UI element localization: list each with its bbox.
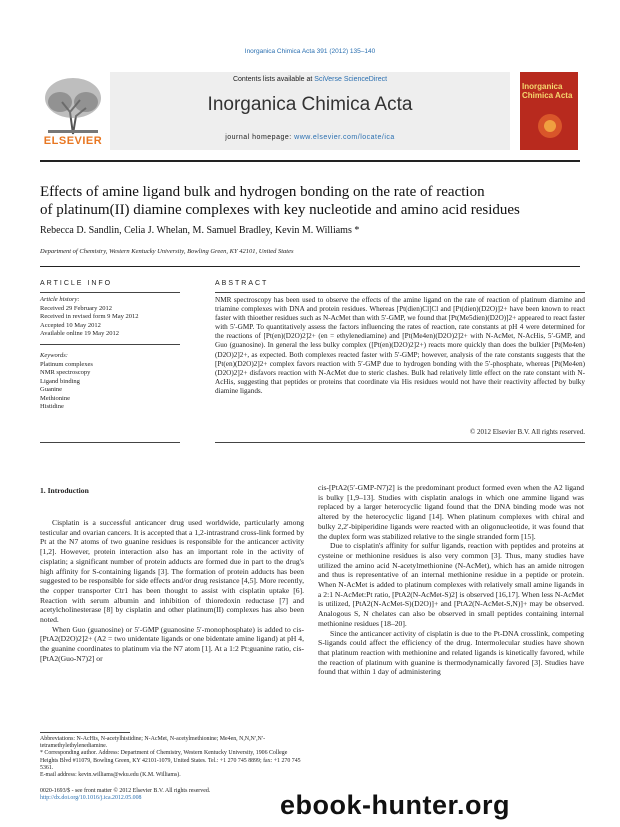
body-paragraph: Cisplatin is a successful anticancer drug used worldwide, particularly among testicular and ovarian cancers. It is accepted that a 1,2-intrastrand cross-link formed by Pt at the N7 atoms of two guanine residues is responsible for the anticancer activity [1,2]. However, protein interaction also has an important role in the activity of cisplatin; a significant number of protein adducts are formed due in part to the drug's high affinity for S-containing ligands [3]. The formation of protein adducts has been suggested to be responsible for side effects and/or drug resistance [4,5]. More recently, the copper transporter Ctr1 has been thought to assist with cisplatin uptake [6]. Reaction with serum albumin and inhibition of thioredoxin reductase [7] and acetylcholinesterase [8] by cisplatin and other platinum(II) complexes has also been noted. — [40, 518, 304, 625]
contents-line — [110, 76, 510, 83]
footnotes — [40, 736, 304, 779]
header-rule — [40, 160, 580, 162]
homepage-link[interactable]: www.elsevier.com/locate/ica — [294, 134, 395, 141]
keyword-item: NMR spectroscopy — [40, 369, 91, 376]
body-paragraph: cis-[PtA2(5′-GMP-N7)2] is the predominant product formed even when the A2 ligand is bulky [1,9–13]. Studies with cisplatin analogs in which one ammine ligand was replaced by a larger heterocyclic ligand found that the DNA binding mode was not altered by the heterocyclic ligand [14]. When platinum complexes with chiral and bulky 2,2′-bipiperidine ligands were reacted with an oligonucleotide, it was found that the duplex form was stabilized relative to the single stranded form [15]. — [318, 483, 584, 541]
footnote-rule — [40, 732, 130, 733]
footnote-corresponding-author: * Corresponding author. Address: Department of Chemistry, Western Kentucky University, 1906 College Heights Blvd #11079, Bowling Green, KY 42101-1079, United States. Tel.: +1 270 745 8899; fax: +1 270 745 5361. — [40, 750, 301, 771]
history-label: Article history: — [40, 296, 80, 303]
body-paragraph: When Guo (guanosine) or 5′-GMP (guanosine 5′-monophosphate) is added to cis-[PtA2(D2O)2]2+ (A2 = two unidentate ligands or one bidentate amine ligand) at pH 4, the guanine coordinates to platinum via the N7 atom [1]. At a 1:2 Pt:guanine ratio, cis-[PtA2(Guo-N7)2] or — [40, 624, 304, 663]
journal-reference[interactable]: Inorganica Chimica Acta 391 (2012) 135–140 — [244, 48, 376, 55]
history-received: Received 29 February 2012 — [40, 304, 113, 312]
abstract-text: NMR spectroscopy has been used to observe the effects of the amine ligand on the rate of reaction of platinum diamine and triamine complexes with DNA and protein residues. Whereas [Pt(dien)Cl]Cl and [Pt(dien)(D2O)]2+ have been known to react faster with thioether residues such as N-AcMet than with 5′-GMP, we found that [Pt(Me5dien)(D2O)]2+ appeared to react faster with 5′-GMP. To quantitatively assess the factors influencing the rates of reaction, rate constants at pH 4 were determined for the reactions of [Pt(en)(D2O)2]2+ (en = ethylenediamine) and [Pt(Me4en)(D2O)2]2+ with N-AcMet, N-AcHis, 5′-GMP, and Guo (guanosine). In general the less bulky complex ([Pt(en)(D2O)2]2+) reacts more quickly than does the bulkier [Pt(Me4en)(D2O)2]2+, as expected. Both complexes reacted faster with 5′-GMP; however, analysis of the rate constants suggests that the [Pt(en)(D2O)2]2+ complex favors reaction with 5′-GMP due to hydrogen bonding with the 5′-phosphate, whereas [Pt(Me4en)(D2O)2]2+ disfavors reaction with N-AcMet due to steric clashes. Bulk had relatively little effect on the rate constant with N-AcHis, suggesting that peptides or proteins that coordinate via His residues would not have their reactivity affected by bulky diamine ligands. — [215, 296, 585, 395]
footnote-abbreviations: Abbreviations: N-AcHis, N-acetylhistidine; N-AcMet, N-acetylmethionine; Me4en, N,N,N′,N′-tetramethylethylenediamine. — [40, 736, 266, 750]
paper-title-line2: of platinum(II) diamine complexes with key nucleotide and amino acid residues — [40, 202, 520, 218]
abstract-rule — [215, 292, 585, 293]
abstract-heading: ABSTRACT — [215, 280, 269, 287]
article-info-rule — [40, 292, 180, 293]
paper-title-line1: Effects of amine ligand bulk and hydrogen bonding on the rate of reaction — [40, 184, 485, 200]
title-rule — [40, 266, 580, 267]
author-list: Rebecca D. Sandlin, Celia J. Whelan, M. Samuel Bradley, Kevin M. Williams * — [40, 225, 360, 236]
keyword-item: Guanine — [40, 386, 63, 393]
article-history — [40, 296, 180, 339]
doi-link[interactable]: http://dx.doi.org/10.1016/j.ica.2012.05.008 — [40, 795, 142, 802]
copyright-notice: © 2012 Elsevier B.V. All rights reserved. — [469, 428, 585, 436]
body-paragraph: Due to cisplatin's affinity for sulfur ligands, reaction with peptides and proteins at cysteine or methionine residues is also very common [3]. Thus, many studies have utilized the amino acid N-acetylmethionine (N-AcMet), which has an amide nitrogen and thus is representative of an internal methionine residue in a peptide or protein. When N-AcMet is added to platinum complexes with relatively small amine ligands in a 2:1 N-AcMet:Pt ratio, [PtA2(N-AcMet-S)2] is observed [16,17]. When less N-AcMet is utilized, [PtA2(N-AcMet-S)(D2O)]+ and [PtA2(N-AcMet-S,N)]+ may be observed. Analogous S, N chelates can also be observed in small peptides containing internal methionine residues [18–20]. — [318, 541, 584, 628]
homepage-prefix: journal homepage: — [225, 134, 295, 141]
keyword-item: Methionine — [40, 394, 70, 402]
paper-title — [40, 183, 585, 219]
history-revised: Received in revised form 9 May 2012 — [40, 313, 139, 320]
history-online: Available online 19 May 2012 — [40, 330, 119, 337]
abstract-bottom-rule — [215, 442, 585, 443]
keyword-item: Histidine — [40, 403, 64, 410]
keyword-item: Platinum complexes — [40, 360, 93, 368]
article-info-heading: ARTICLE INFO — [40, 280, 113, 287]
history-accepted: Accepted 10 May 2012 — [40, 321, 101, 329]
watermark: ebook-hunter.org — [280, 790, 510, 820]
body-column-right — [318, 483, 584, 677]
sciencedirect-link[interactable]: SciVerse ScienceDirect — [314, 76, 388, 83]
body-column-left — [40, 518, 304, 664]
cover-title — [522, 82, 576, 100]
cover-art — [530, 110, 570, 142]
contents-prefix: Contents lists available at — [232, 76, 315, 83]
affiliation: Department of Chemistry, Western Kentucky University, Bowling Green, KY 42101, United States — [40, 248, 294, 255]
footnote-email[interactable]: E-mail address: kevin.williams@wku.edu (K.M. Williams). — [40, 772, 181, 779]
keywords-rule — [40, 344, 180, 345]
journal-homepage — [110, 134, 510, 141]
section-heading-introduction: 1. Introduction — [40, 486, 89, 495]
elsevier-wordmark: ELSEVIER — [43, 135, 103, 147]
keyword-item: Ligand binding — [40, 377, 80, 385]
cover-title-line1: Inorganica — [522, 82, 563, 91]
journal-title: Inorganica Chimica Acta — [207, 94, 413, 115]
keywords-label: Keywords: — [40, 352, 68, 359]
keywords-list — [40, 352, 180, 412]
issn-line: 0020-1693/$ - see front matter © 2012 Elsevier B.V. All rights reserved. — [40, 788, 211, 794]
body-paragraph: Since the anticancer activity of cisplatin is due to the Pt-DNA crosslink, competing S-ligands could affect the efficiency of the drug. Intermolecular studies have shown that platinum reaction with methionine and related ligands is kinetically favored, while the reaction of platinum with guanine is thermodynamically favored [3]. Studies have found that within 1 day of administering — [318, 628, 584, 677]
cover-title-line2: Chimica Acta — [522, 91, 573, 100]
info-bottom-rule — [40, 442, 180, 443]
